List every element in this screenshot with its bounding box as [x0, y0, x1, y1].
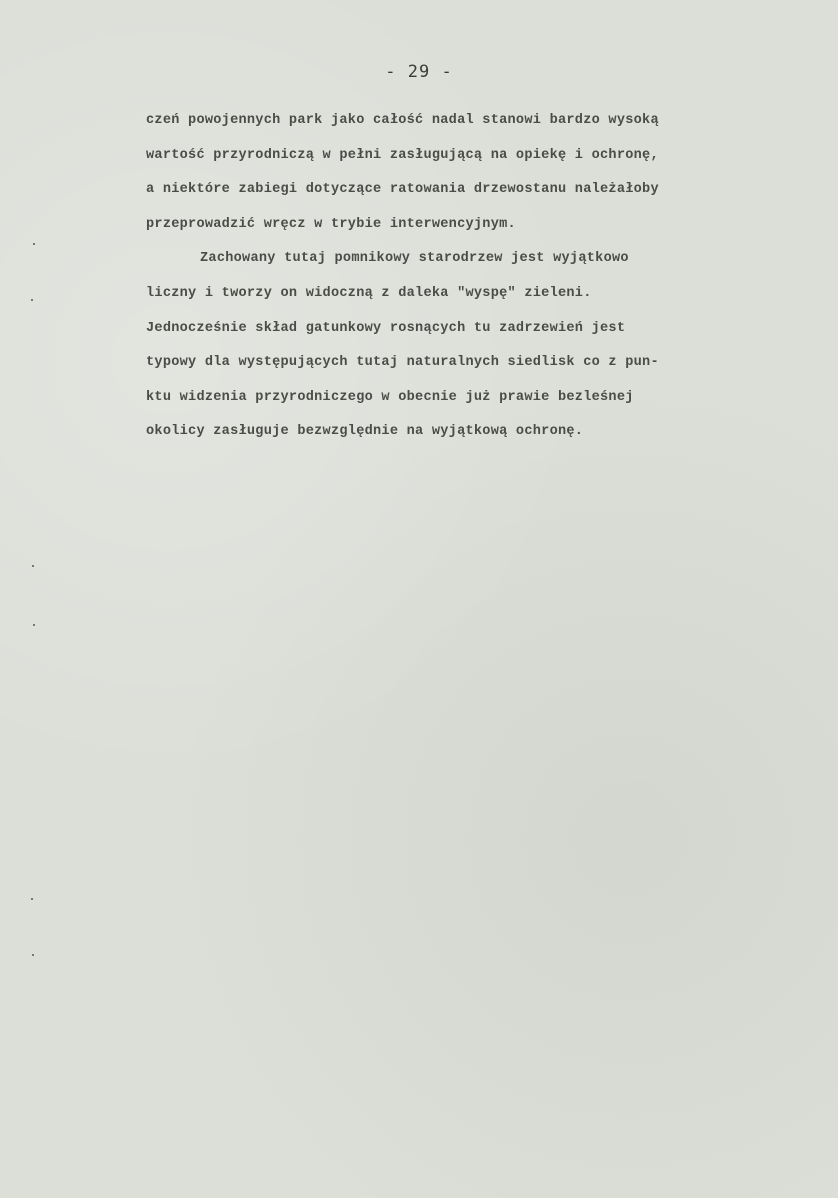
- text-line: przeprowadzić wręcz w trybie interwencyjnym.: [146, 216, 516, 232]
- margin-dot: [33, 243, 35, 245]
- text-line: typowy dla występujących tutaj naturalnych siedlisk co z pun-: [146, 355, 659, 371]
- text-line: liczny i tworzy on widoczną z daleka "wyspę" zieleni.: [146, 285, 592, 301]
- text-line: ktu widzenia przyrodniczego w obecnie już prawie bezleśnej: [146, 389, 634, 405]
- margin-dot: [33, 624, 35, 626]
- text-line: a niektóre zabiegi dotyczące ratowania drzewostanu należałoby: [146, 182, 659, 198]
- text-line: Zachowany tutaj pomnikowy starodrzew jest wyjątkowo: [200, 251, 629, 267]
- page-number: - 29 -: [385, 62, 453, 82]
- margin-dot: [31, 299, 33, 301]
- margin-dot: [32, 954, 34, 956]
- margin-dot: [31, 898, 33, 900]
- text-line: okolicy zasługuje bezwzględnie na wyjątkową ochronę.: [146, 424, 584, 440]
- text-line: wartość przyrodniczą w pełni zasługującą na opiekę i ochronę,: [146, 147, 659, 163]
- text-line: czeń powojennych park jako całość nadal stanowi bardzo wysoką: [146, 113, 659, 128]
- body-text: [146, 104, 826, 450]
- margin-dot: [32, 565, 34, 567]
- text-line: Jednocześnie skład gatunkowy rosnących tu zadrzewień jest: [146, 320, 626, 336]
